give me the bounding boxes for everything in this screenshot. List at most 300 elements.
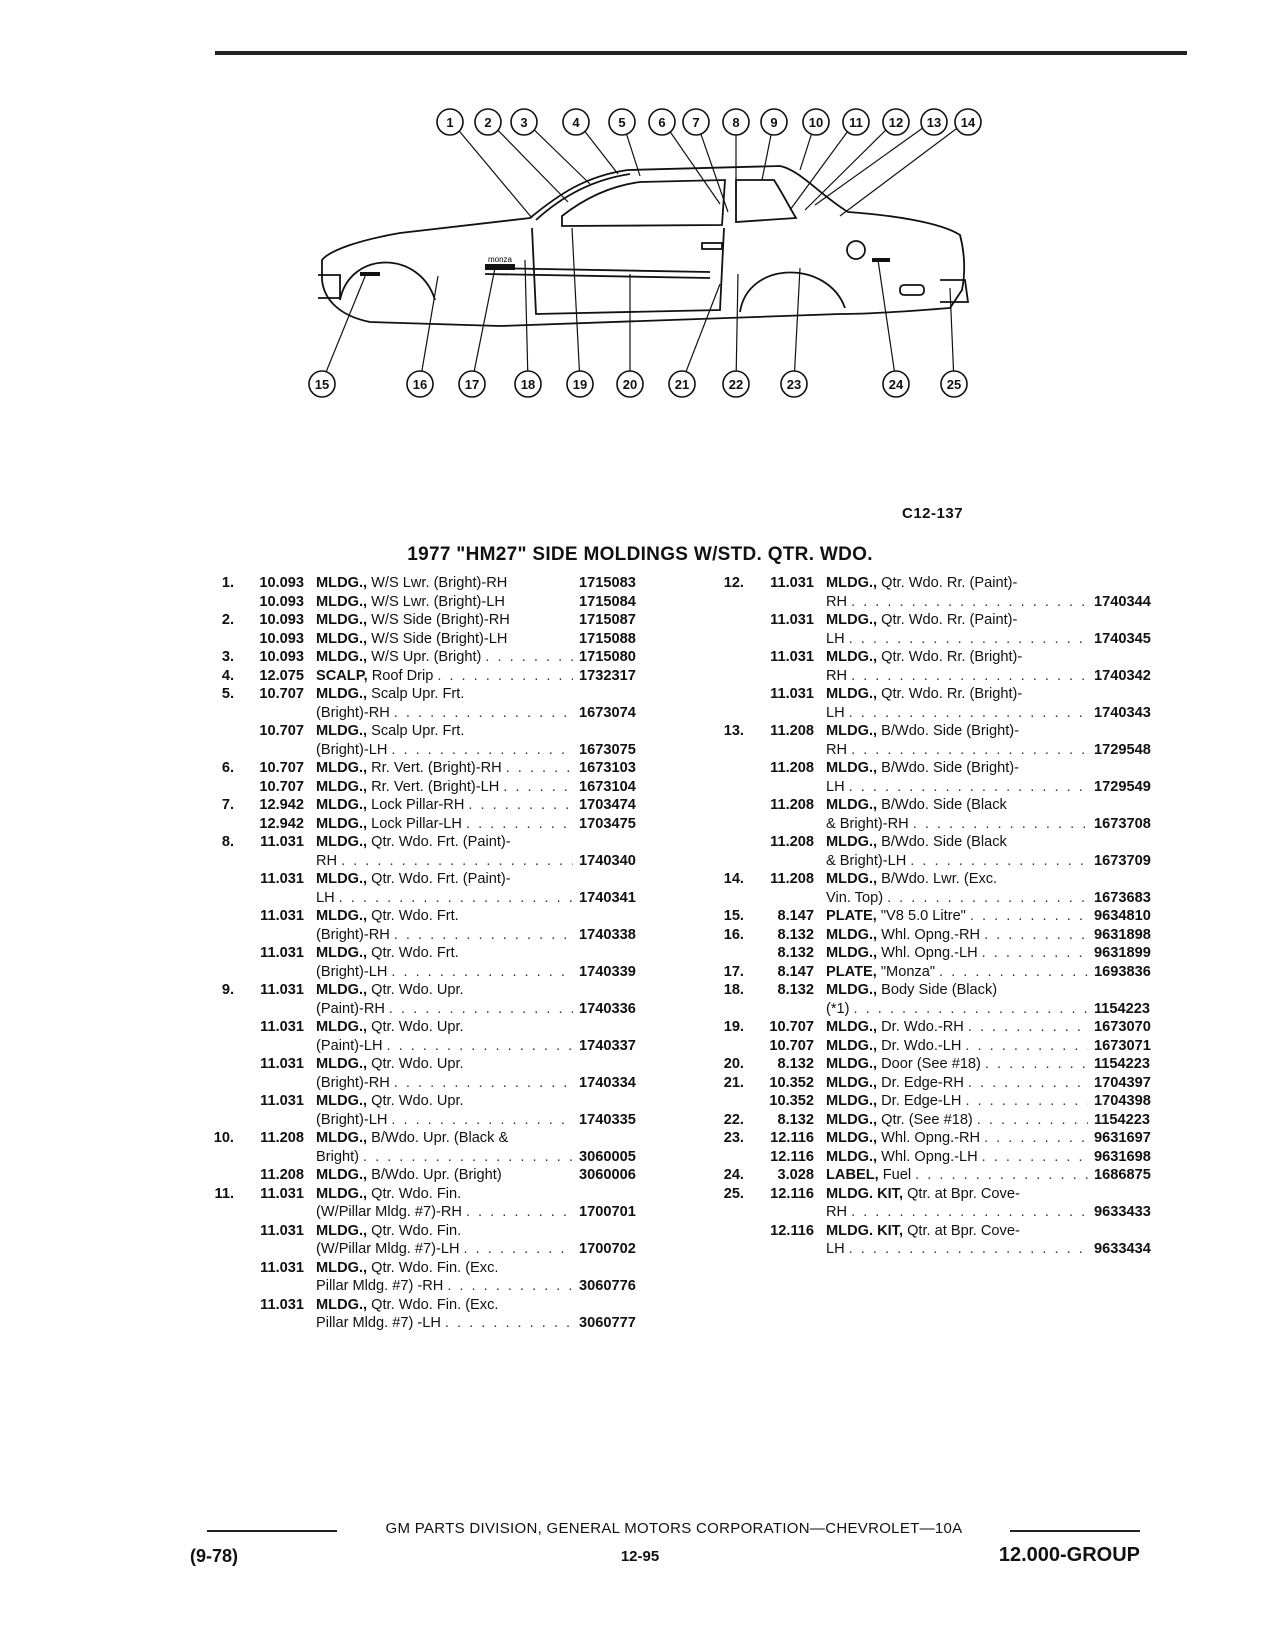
part-description: [316, 1018, 573, 1055]
description-line-2: (Bright)-LH: [316, 1111, 388, 1128]
description-line-1: MLDG., W/S Side (Bright)-LH: [316, 630, 508, 647]
description-line-2: Pillar Mldg. #7) -RH: [316, 1278, 444, 1294]
description-line-1: MLDG., B/Wdo. Lwr. (Exc.: [826, 871, 998, 887]
description-line-2: & Bright)-RH: [826, 815, 909, 832]
item-number: 20.: [723, 1056, 744, 1072]
callout-24: 24: [888, 377, 904, 392]
monza-badge-plate: [485, 264, 515, 270]
part-description: [826, 1092, 1088, 1111]
part-description: [316, 722, 573, 759]
part-description: [316, 815, 573, 834]
parts-row: [704, 1074, 1184, 1093]
side-moldings-figure: [300, 100, 1060, 430]
leader-dots: [383, 1037, 574, 1056]
description-line-1: MLDG., W/S Lwr. (Bright)-LH: [316, 593, 505, 610]
item-number: 18.: [723, 982, 744, 998]
part-description: [826, 907, 1088, 926]
description-line-1: MLDG., Whl. Opng.-RH: [826, 926, 981, 943]
group-number: 11.031: [260, 1019, 304, 1035]
description-line-2: (*1): [826, 1000, 850, 1017]
group-number: 11.208: [770, 871, 814, 887]
group-number: 10.093: [259, 630, 304, 647]
leader-dots: [973, 1111, 1088, 1130]
item-number: 7.: [221, 797, 234, 813]
part-number: 9633433: [1094, 1204, 1151, 1220]
part-number: 1729548: [1094, 741, 1151, 758]
leader-dots: [978, 944, 1088, 963]
description-line-1: MLDG., Dr. Wdo.-RH: [826, 1019, 964, 1035]
description-line-1: MLDG. KIT, Qtr. at Bpr. Cove-: [826, 1185, 1020, 1202]
parts-row: [192, 685, 675, 722]
parts-row: [192, 815, 675, 834]
leader-dots: [845, 704, 1088, 723]
callout-2: 2: [484, 115, 492, 130]
part-description: [316, 944, 573, 981]
part-description: [316, 574, 573, 593]
description-line-1: MLDG., Whl. Opng.-RH: [826, 1130, 981, 1146]
car-body-outline: [322, 166, 964, 326]
description-line-1: MLDG., Whl. Opng.-LH: [826, 1148, 978, 1165]
description-line-2: (W/Pillar Mldg. #7)-RH: [316, 1204, 462, 1220]
parts-row: [192, 1129, 675, 1166]
leader-dots: [935, 963, 1088, 982]
part-number: 1715080: [579, 649, 636, 665]
part-number: 1740337: [579, 1037, 636, 1054]
part-number: 3060006: [579, 1167, 636, 1183]
callout-18: 18: [520, 377, 536, 392]
parts-row: [192, 944, 675, 981]
leader-dots: [460, 1240, 573, 1259]
leader-dots: [462, 1203, 573, 1222]
part-description: [316, 667, 573, 686]
description-line-1: MLDG., Qtr. Wdo. Upr.: [316, 1056, 464, 1072]
group-number: 10.707: [259, 686, 304, 702]
leader-dots: [845, 1240, 1088, 1259]
parts-row: [192, 611, 675, 630]
group-number: 11.031: [260, 1296, 304, 1313]
part-number: 9631898: [1094, 926, 1151, 943]
group-number: 11.208: [770, 834, 814, 850]
parts-row: [704, 870, 1184, 907]
group-number: 11.031: [770, 649, 814, 665]
leader-dots: [481, 648, 573, 667]
parts-row: [704, 685, 1184, 722]
item-number: 2.: [221, 612, 234, 628]
leader-dots: [961, 1037, 1088, 1056]
group-number: 10.707: [259, 760, 304, 776]
callout-11: 11: [849, 115, 863, 130]
leader-dots: [385, 1000, 573, 1019]
group-number: 11.208: [260, 1167, 304, 1183]
group-number: 10.707: [769, 1019, 814, 1035]
item-number: 25.: [723, 1185, 744, 1202]
leader-dots: [337, 852, 573, 871]
leader-dots: [387, 963, 573, 982]
part-description: [316, 1222, 573, 1259]
leader-dots: [980, 1129, 1088, 1148]
parts-row: [704, 1055, 1184, 1074]
description-line-1: MLDG., Rr. Vert. (Bright)-LH: [316, 778, 500, 795]
description-line-1: MLDG., Qtr. Wdo. Rr. (Paint)-: [826, 575, 1018, 591]
footer-date: (9-78): [190, 1546, 239, 1566]
leader-dots: [441, 1314, 573, 1333]
part-number: 9631698: [1094, 1148, 1151, 1165]
front-wheel-arch: [340, 263, 435, 301]
body-side-molding: [485, 268, 710, 272]
parts-row: [704, 1222, 1184, 1259]
part-description: [826, 1074, 1088, 1093]
group-number: 12.116: [770, 1130, 814, 1146]
description-line-1: MLDG., B/Wdo. Side (Bright)-: [826, 723, 1020, 739]
part-description: [826, 1037, 1088, 1056]
footer-publisher: GM PARTS DIVISION, GENERAL MOTORS CORPORATION—CHEVROLET—10A: [385, 1520, 963, 1537]
group-number: 11.031: [260, 945, 304, 961]
description-line-2: LH: [826, 704, 845, 721]
item-number: 23.: [723, 1130, 744, 1146]
item-number: 11.: [214, 1185, 234, 1202]
footer-group: 12.000-GROUP: [998, 1544, 1140, 1566]
group-number: 8.132: [777, 926, 814, 943]
car-side-view-diagram: [300, 100, 1060, 430]
group-number: 11.031: [770, 686, 814, 702]
description-line-2: Bright): [316, 1148, 359, 1165]
parts-row: [704, 1037, 1184, 1056]
group-number: 11.031: [260, 871, 304, 887]
leader-dots: [443, 1277, 573, 1296]
callout-22: 22: [728, 377, 744, 392]
item-number: 24.: [723, 1167, 744, 1183]
leader-dots: [845, 630, 1088, 649]
part-number: 9633434: [1094, 1241, 1151, 1257]
group-number: 10.707: [259, 778, 304, 795]
group-number: 11.031: [260, 982, 304, 998]
callout-1: 1: [446, 115, 454, 130]
part-description: [826, 926, 1088, 945]
leader-dots: [387, 1111, 573, 1130]
description-line-1: MLDG., Qtr. Wdo. Upr.: [316, 1093, 464, 1109]
callout-16: 16: [412, 377, 428, 392]
description-line-1: MLDG., Qtr. Wdo. Frt. (Paint)-: [316, 871, 511, 887]
parts-row: [192, 1018, 675, 1055]
part-description: [826, 1055, 1088, 1074]
description-line-2: (Paint)-RH: [316, 1000, 385, 1017]
part-number: 1673071: [1094, 1037, 1151, 1054]
item-number: 15.: [723, 908, 744, 924]
parts-row: [704, 1148, 1184, 1167]
part-number: 1673709: [1094, 852, 1151, 869]
description-line-1: MLDG., Rr. Vert. (Bright)-RH: [316, 760, 502, 776]
description-line-2: (Bright)-LH: [316, 963, 388, 980]
description-line-2: Pillar Mldg. #7) -LH: [316, 1315, 441, 1331]
leader-dots: [387, 741, 573, 760]
leader-dots: [499, 778, 573, 797]
item-number: 19.: [723, 1019, 744, 1035]
parts-row: [704, 574, 1184, 611]
parts-row: [192, 796, 675, 815]
windshield: [536, 174, 630, 220]
group-number: 10.352: [769, 1074, 814, 1091]
leader-dots: [980, 926, 1088, 945]
part-description: [316, 593, 573, 612]
parts-row: [192, 1259, 675, 1296]
description-line-2: LH: [826, 1241, 845, 1257]
leader-dots: [847, 593, 1088, 612]
monza-badge-text: monza: [487, 255, 513, 264]
group-number: 8.132: [777, 1111, 814, 1128]
footer-page-number: 12-95: [620, 1548, 660, 1565]
parts-row: [192, 667, 675, 686]
part-description: [826, 833, 1088, 870]
group-number: 10.707: [259, 723, 304, 739]
leader-dots: [847, 1203, 1088, 1222]
description-line-2: (Paint)-LH: [316, 1037, 383, 1054]
group-number: 11.208: [770, 723, 814, 739]
parts-row: [704, 1166, 1184, 1185]
parts-row: [704, 722, 1184, 759]
item-number: 21.: [723, 1074, 744, 1091]
parts-row: [192, 593, 675, 612]
parts-row: [704, 648, 1184, 685]
description-line-1: LABEL, Fuel: [826, 1167, 912, 1183]
group-number: 3.028: [777, 1167, 814, 1183]
group-number: 10.093: [259, 593, 304, 610]
group-number: 8.147: [777, 963, 814, 980]
description-line-1: MLDG., Qtr. Wdo. Rr. (Paint)-: [826, 612, 1018, 628]
description-line-2: LH: [316, 889, 335, 906]
fuel-door: [847, 241, 865, 259]
description-line-1: MLDG., B/Wdo. Side (Black: [826, 797, 1007, 813]
part-number: 1673683: [1094, 889, 1151, 906]
item-number: 22.: [723, 1111, 744, 1128]
callout-12: 12: [888, 115, 904, 130]
parts-row: [704, 963, 1184, 982]
description-line-1: PLATE, "Monza": [826, 963, 936, 980]
part-number: 1673708: [1094, 815, 1151, 832]
group-number: 11.031: [260, 1222, 304, 1239]
description-line-1: MLDG., Qtr. (See #18): [826, 1111, 973, 1128]
callout-15: 15: [314, 377, 330, 392]
leader-dots: [433, 667, 573, 686]
group-number: 11.031: [770, 575, 814, 591]
description-line-2: RH: [826, 667, 848, 684]
item-number: 10.: [213, 1130, 234, 1146]
part-number: 9631697: [1094, 1130, 1151, 1146]
part-number: 9631899: [1094, 945, 1151, 961]
description-line-2: RH: [826, 741, 848, 758]
description-line-1: MLDG., Dr. Edge-LH: [826, 1093, 962, 1109]
part-description: [316, 1092, 573, 1129]
callout-10: 10: [808, 115, 824, 130]
part-description: [826, 759, 1088, 796]
group-number: 11.208: [260, 1130, 304, 1146]
part-number: 1715088: [579, 630, 636, 647]
part-number: 1740341: [579, 889, 636, 906]
leader-dots: [981, 1055, 1088, 1074]
description-line-2: (Bright)-RH: [316, 926, 390, 943]
description-line-1: MLDG. KIT, Qtr. at Bpr. Cove-: [826, 1222, 1020, 1239]
group-number: 12.116: [770, 1148, 814, 1165]
part-number: 1673103: [579, 760, 636, 776]
description-line-2: (Bright)-RH: [316, 1074, 390, 1091]
description-line-1: MLDG., B/Wdo. Upr. (Bright): [316, 1167, 502, 1183]
group-number: 11.208: [770, 760, 814, 776]
part-number: 1740340: [579, 852, 636, 869]
callout-14: 14: [960, 115, 976, 130]
part-number: 1703475: [579, 815, 636, 832]
part-number: 1740345: [1094, 630, 1151, 647]
callout-20: 20: [622, 377, 638, 392]
group-number: 12.942: [259, 815, 304, 832]
part-description: [316, 870, 573, 907]
callout-13: 13: [926, 115, 942, 130]
part-description: [826, 648, 1088, 685]
part-number: 1740338: [579, 926, 636, 943]
leader-dots: [906, 852, 1088, 871]
leader-dots: [909, 815, 1088, 834]
group-number: 11.031: [260, 908, 304, 924]
footer-rule-right: [1010, 1530, 1140, 1532]
part-description: [826, 870, 1088, 907]
description-line-1: MLDG., Lock Pillar-RH: [316, 797, 465, 813]
description-line-2: LH: [826, 630, 845, 647]
description-line-2: LH: [826, 778, 845, 795]
callout-5: 5: [618, 115, 626, 130]
part-number: 1154223: [1094, 1000, 1151, 1017]
part-description: [826, 1222, 1088, 1259]
parts-row: [192, 778, 675, 797]
part-description: [826, 1111, 1088, 1130]
part-description: [316, 833, 573, 870]
parts-row: [704, 907, 1184, 926]
description-line-1: MLDG., B/Wdo. Side (Bright)-: [826, 760, 1020, 776]
parts-row: [704, 1185, 1184, 1222]
part-description: [826, 944, 1088, 963]
part-number: 1740344: [1094, 593, 1151, 610]
item-number: 9.: [221, 982, 234, 998]
part-description: [826, 1129, 1088, 1148]
description-line-1: MLDG., Scalp Upr. Frt.: [316, 723, 465, 739]
leader-dots: [911, 1166, 1088, 1185]
description-line-1: MLDG., Qtr. Wdo. Upr.: [316, 1019, 464, 1035]
part-number: 1740336: [579, 1000, 636, 1017]
part-description: [826, 1018, 1088, 1037]
part-number: 1715084: [579, 593, 636, 610]
callout-25: 25: [946, 377, 962, 392]
part-number: 1729549: [1094, 778, 1151, 795]
parts-row: [704, 611, 1184, 648]
group-number: 11.031: [260, 1093, 304, 1109]
part-number: 1686875: [1094, 1167, 1151, 1183]
description-line-1: MLDG., Qtr. Wdo. Fin. (Exc.: [316, 1296, 499, 1313]
item-number: 13.: [723, 723, 744, 739]
leader-dots: [961, 1092, 1088, 1111]
part-description: [316, 630, 573, 649]
parts-row: [704, 944, 1184, 963]
item-number: 3.: [221, 649, 234, 665]
item-number: 14.: [723, 871, 744, 887]
callout-19: 19: [572, 377, 588, 392]
group-number: 11.208: [770, 797, 814, 813]
part-description: [316, 796, 573, 815]
description-line-1: MLDG., Dr. Wdo.-LH: [826, 1037, 962, 1054]
callout-leaders-bottom: [322, 228, 954, 382]
part-description: [316, 1055, 573, 1092]
part-description: [826, 574, 1088, 611]
description-line-1: MLDG., Dr. Edge-RH: [826, 1074, 964, 1091]
parts-row: [704, 796, 1184, 833]
part-number: 1700702: [579, 1241, 636, 1257]
group-number: 12.075: [259, 667, 304, 684]
part-number: 1693836: [1094, 963, 1151, 980]
description-line-1: MLDG., Door (See #18): [826, 1056, 981, 1072]
parts-row: [192, 574, 675, 593]
parts-row: [192, 1166, 675, 1185]
callout-4: 4: [572, 115, 580, 130]
group-number: 12.942: [259, 797, 304, 813]
part-number: 1740335: [579, 1111, 636, 1128]
leader-dots: [502, 759, 573, 778]
part-number: 1704398: [1094, 1093, 1151, 1109]
parts-row: [704, 1129, 1184, 1148]
description-line-2: Vin. Top): [826, 889, 884, 906]
parts-row: [192, 1055, 675, 1092]
part-number: 1154223: [1094, 1111, 1151, 1128]
part-description: [316, 981, 573, 1018]
parts-row: [704, 759, 1184, 796]
part-description: [316, 611, 573, 630]
part-number: 3060005: [579, 1148, 636, 1165]
parts-row: [192, 1222, 675, 1259]
parts-row: [192, 870, 675, 907]
part-number: 1715083: [579, 575, 636, 591]
v8-plate-mark: [360, 272, 380, 276]
rear-marker: [900, 285, 924, 295]
rear-wheel-arch: [740, 272, 845, 312]
part-description: [316, 1166, 573, 1185]
parts-row: [704, 1111, 1184, 1130]
description-line-2: RH: [826, 593, 848, 610]
group-number: 11.031: [770, 612, 814, 628]
parts-row: [192, 1296, 675, 1333]
description-line-1: MLDG., Qtr. Wdo. Frt.: [316, 908, 459, 924]
parts-row: [192, 981, 675, 1018]
leader-dots: [390, 704, 573, 723]
description-line-1: MLDG., W/S Upr. (Bright): [316, 649, 482, 665]
description-line-2: RH: [826, 1204, 848, 1220]
part-description: [826, 796, 1088, 833]
page-title: 1977 "HM27" SIDE MOLDINGS W/STD. QTR. WDO.: [407, 544, 873, 565]
part-description: [316, 759, 573, 778]
item-number: 1.: [221, 575, 234, 591]
description-line-1: MLDG., Scalp Upr. Frt.: [316, 686, 465, 702]
description-line-1: MLDG., B/Wdo. Side (Black: [826, 834, 1007, 850]
door-handle: [702, 243, 722, 249]
part-number: 3060777: [579, 1315, 636, 1331]
group-number: 8.132: [777, 945, 814, 961]
group-number: 8.132: [777, 1056, 814, 1072]
description-line-1: MLDG., Qtr. Wdo. Frt. (Paint)-: [316, 834, 511, 850]
part-description: [316, 1185, 573, 1222]
parts-row: [192, 907, 675, 944]
item-number: 12.: [723, 575, 744, 591]
part-number: 1673104: [579, 778, 636, 795]
part-number: 1673070: [1094, 1019, 1151, 1035]
description-line-1: MLDG., Body Side (Black): [826, 982, 998, 998]
group-number: 11.031: [260, 834, 304, 850]
description-line-2: (Bright)-LH: [316, 741, 388, 758]
item-number: 16.: [723, 926, 744, 943]
group-number: 10.093: [259, 649, 304, 665]
